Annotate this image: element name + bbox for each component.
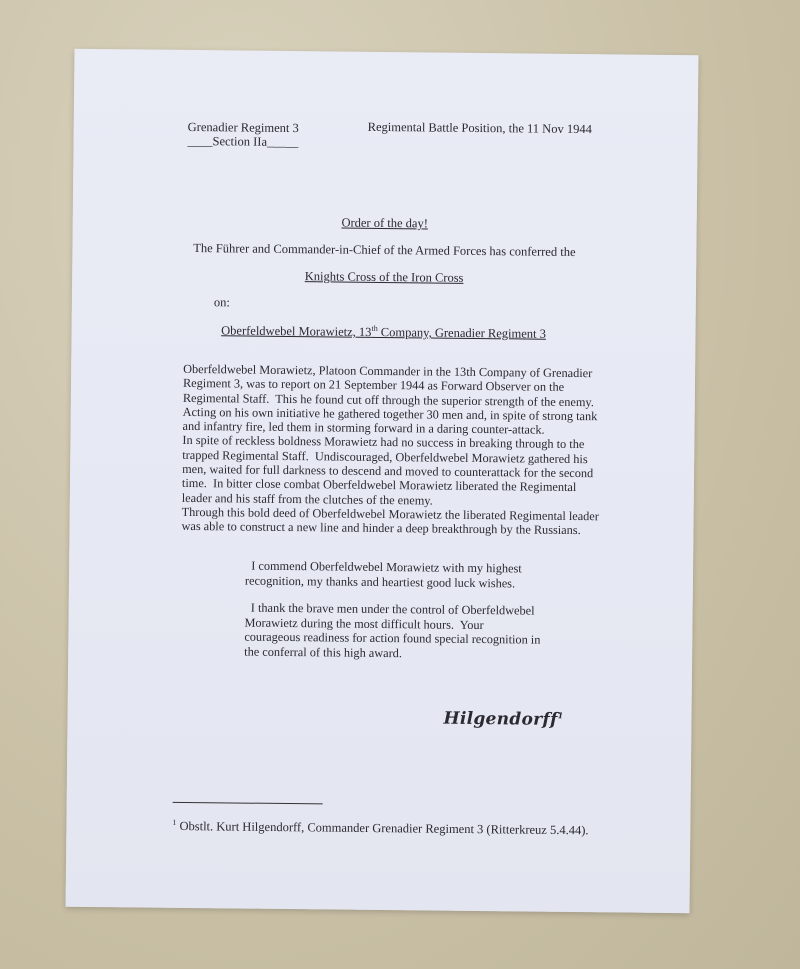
footnote: $^1$ Obstlt. Kurt Hilgendorff, Commander Grenadier Regiment 3 (Ritterkreuz 5.4.44). bbox=[172, 817, 589, 838]
header-unit: Grenadier Regiment 3 bbox=[187, 119, 299, 136]
body-line: and infantry fire, led them in storming forward in a daring counter-attack. bbox=[182, 419, 545, 437]
signature: Hilgendorff$^1$ bbox=[443, 708, 564, 730]
commend-line: I commend Oberfeldwebel Morawietz with my highest bbox=[245, 558, 522, 576]
thanks-line: I thank the brave men under the control of Oberfeldwebel bbox=[244, 600, 535, 618]
body-line: Regimental Staff. This he found cut off through the superior strength of the enemy. bbox=[182, 390, 594, 409]
body-line: men, waited for full darkness to descend and moved to counterattack for the second bbox=[182, 461, 594, 481]
header-place-date: Regimental Battle Position, the 11 Nov 1944 bbox=[367, 119, 592, 137]
body-line: Oberfeldwebel Morawietz, Platoon Commander in the 13th Company of Grenadier bbox=[183, 361, 593, 381]
thanks-paragraph bbox=[244, 601, 565, 663]
commend-line: recognition, my thanks and heartiest good luck wishes. bbox=[244, 573, 516, 590]
recipient-line: Oberfeldwebel Morawietz, 13th Company, Grenadier Regiment 3 bbox=[221, 323, 547, 341]
body-line: In spite of reckless boldness Morawietz had no success in breaking through to the bbox=[182, 433, 585, 452]
thanks-line: Morawietz during the most difficult hours. Your bbox=[244, 615, 484, 632]
order-intro: The Führer and Commander-in-Chief of the Armed Forces has conferred the bbox=[193, 241, 576, 260]
header-section: ____Section IIa_____ bbox=[187, 133, 299, 150]
body-line: Through this bold deed of Oberfeldwebel Morawietz the liberated Regimental leader bbox=[181, 504, 599, 524]
footnote-divider bbox=[173, 802, 323, 805]
on-label: on: bbox=[213, 295, 230, 310]
body-line: trapped Regimental Staff. Undiscouraged, Oberfeldwebel Morawietz gathered his bbox=[182, 447, 588, 466]
citation-paragraph bbox=[181, 362, 613, 538]
thanks-line: the conferral of this high award. bbox=[244, 644, 403, 660]
body-line: was able to construct a new line and hinder a deep breakthrough by the Russians. bbox=[181, 519, 581, 538]
body-line: leader and his staff from the clutches of the enemy. bbox=[181, 490, 433, 508]
order-title: Order of the day! bbox=[341, 215, 428, 231]
body-line: Acting on his own initiative he gathered together 30 men and, in spite of strong tank bbox=[182, 404, 598, 424]
body-line: Regiment 3, was to report on 21 September 1944 as Forward Observer on the bbox=[182, 376, 565, 395]
body-line: time. In bitter close combat Oberfeldwebel Morawietz liberated the Regimental bbox=[181, 476, 577, 495]
award-name: Knights Cross of the Iron Cross bbox=[304, 269, 464, 285]
commendation-paragraph bbox=[245, 559, 565, 592]
document-page bbox=[66, 49, 699, 913]
thanks-line: courageous readiness for action found special recognition in bbox=[244, 629, 541, 647]
